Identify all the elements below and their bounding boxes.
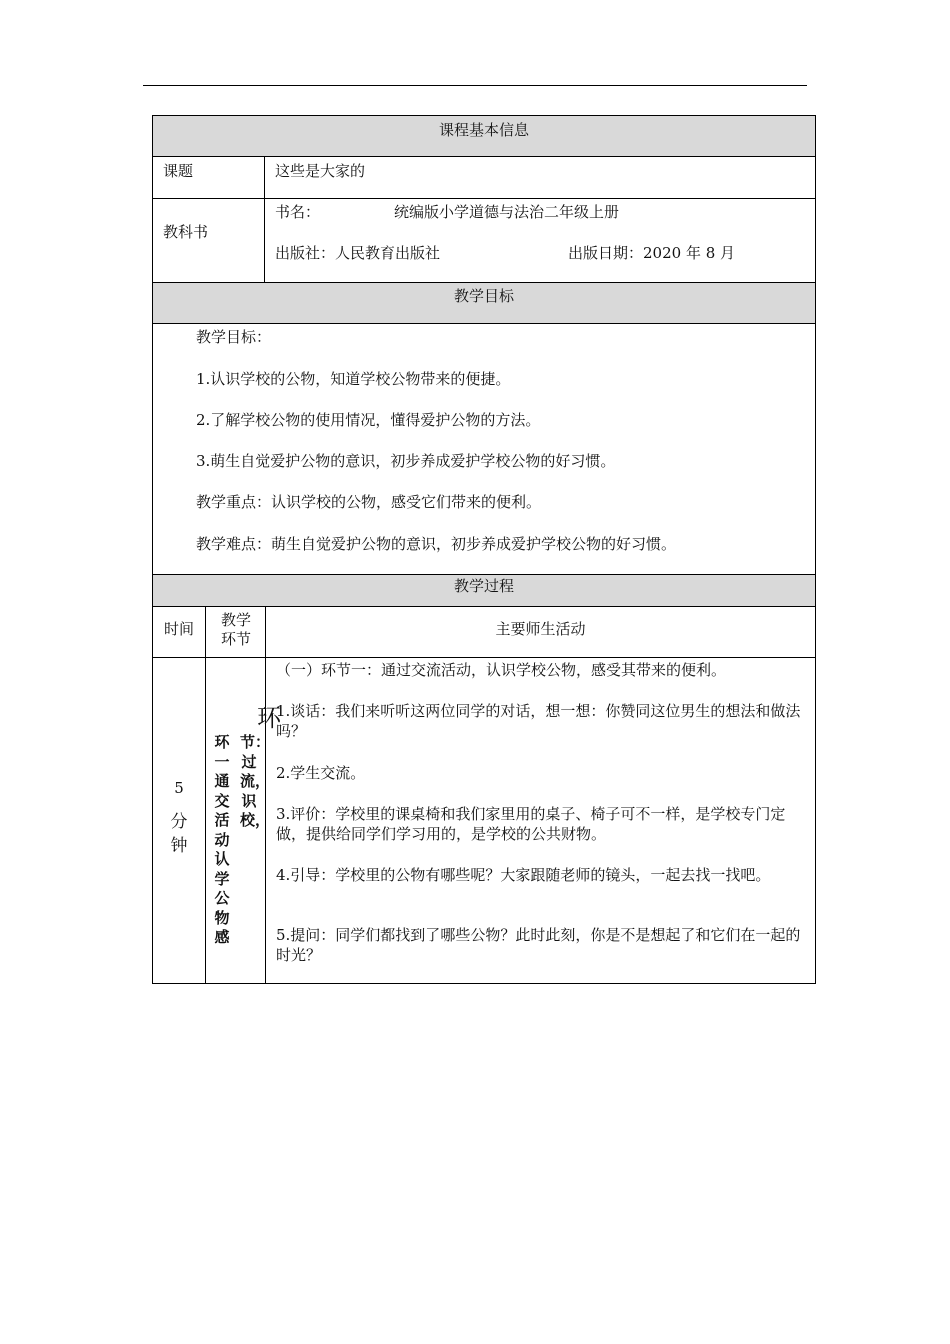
topic-label: 课题	[163, 162, 194, 180]
activity-item: 1.谈话：我们来听听这两位同学的对话，想一想：你赞同这位男生的想法和做法吗？	[276, 702, 801, 740]
time-number: 5	[174, 779, 184, 797]
time-unit: 分钟	[170, 812, 188, 856]
activity-item: 4.引导：学校里的公物有哪些呢？大家跟随老师的镜头，一起去找一找吧。	[276, 866, 771, 884]
col-activity-label: 主要师生活动	[495, 620, 586, 638]
objectives-title: 教学目标	[453, 287, 514, 305]
book-name-value: 统编版小学道德与法治二年级上册	[394, 203, 620, 221]
objectives-body	[152, 323, 816, 575]
objectives-header	[152, 282, 816, 324]
textbook-label-cell	[152, 198, 265, 283]
col-stage-label: 教学环节	[220, 611, 251, 648]
publisher: 出版社：人民教育出版社	[275, 244, 441, 262]
col-stage-header	[205, 606, 266, 658]
col-time-header	[152, 606, 206, 658]
book-name-label: 书名：	[275, 203, 321, 221]
process-title: 教学过程	[453, 577, 514, 595]
difficulty: 教学难点：萌生自觉爱护公物的意识，初步养成爱护学校公物的好习惯。	[196, 535, 677, 553]
activity-item: 5.提问：同学们都找到了哪些公物？此时此刻，你是不是想起了和它们在一起的时光？	[276, 926, 801, 964]
objective-item: 2.了解学校公物的使用情况，懂得爱护公物的方法。	[196, 411, 541, 429]
objective-item: 3.萌生自觉爱护公物的意识，初步养成爱护学校公物的好习惯。	[196, 452, 616, 470]
stage-floating-char: 环	[257, 704, 281, 732]
topic-label-cell	[152, 156, 265, 199]
activity-cell	[265, 657, 816, 984]
objective-item: 1.认识学校的公物，知道学校公物带来的便捷。	[196, 370, 511, 388]
basic-info-title: 课程基本信息	[438, 121, 529, 139]
stage-name-col1: 环一通交活动认学公物感	[214, 733, 230, 946]
basic-info-header	[152, 115, 816, 157]
activity-item: 2.学生交流。	[276, 764, 366, 782]
time-cell	[152, 657, 206, 984]
header-rule	[143, 85, 807, 86]
activity-item: 3.评价：学校里的课桌椅和我们家里用的桌子、椅子可不一样，是学校专门定做，提供给同学们学习用的，是学校的公共财物。	[276, 805, 786, 843]
stage-name-col2: 节：过流，识校，	[240, 733, 271, 829]
process-header	[152, 574, 816, 607]
col-activity-header	[265, 606, 816, 658]
textbook-value-cell	[264, 198, 816, 283]
textbook-label: 教科书	[163, 223, 209, 241]
col-time-label: 时间	[163, 620, 194, 638]
publish-date: 出版日期：2020 年 8 月	[568, 244, 736, 262]
topic-value: 这些是大家的	[275, 162, 366, 180]
objectives-heading: 教学目标：	[196, 328, 272, 346]
activity-item: （一）环节一：通过交流活动，认识学校公物，感受其带来的便利。	[276, 661, 727, 679]
key-point: 教学重点：认识学校的公物，感受它们带来的便利。	[196, 493, 542, 511]
topic-value-cell	[264, 156, 816, 199]
